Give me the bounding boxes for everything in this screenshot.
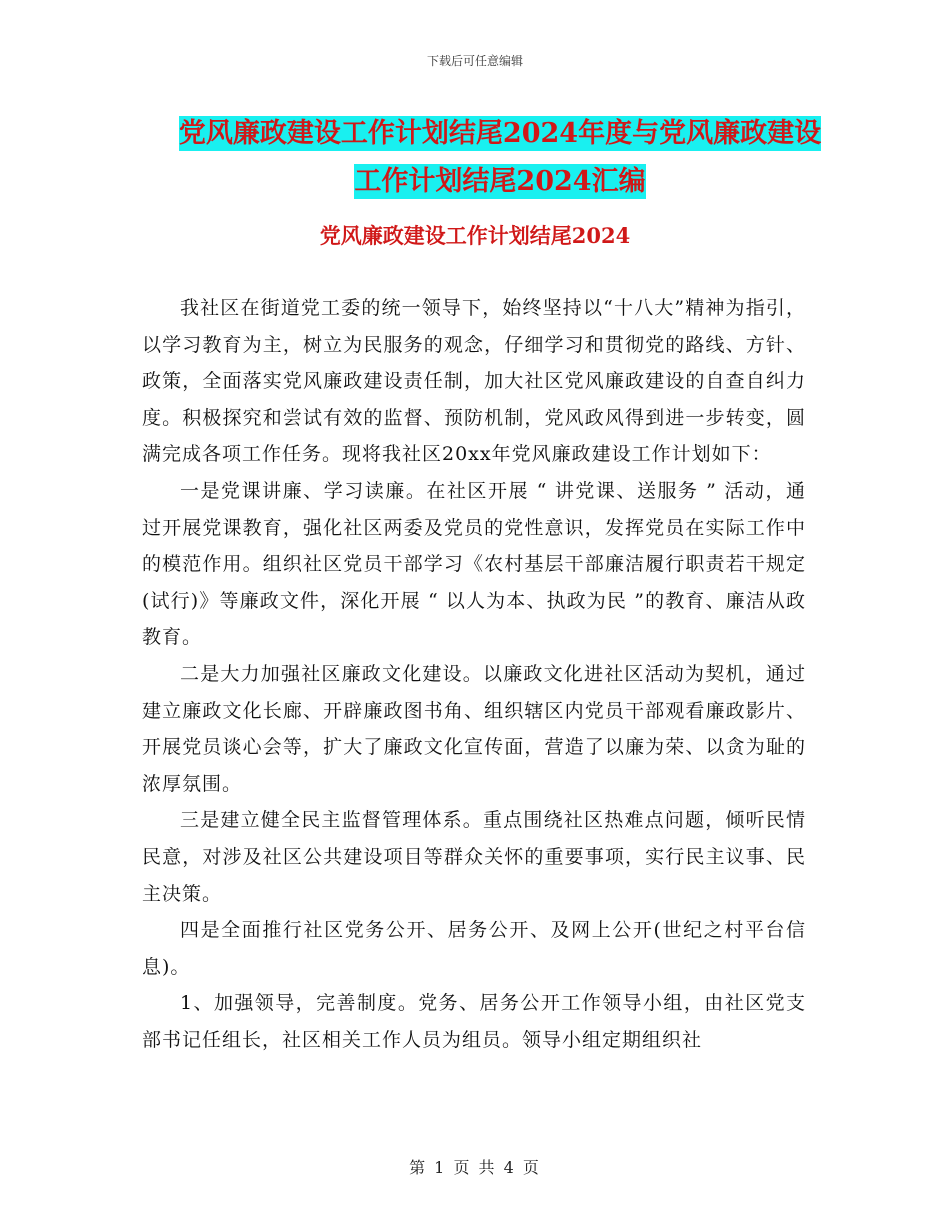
page-footer: 第 1 页 共 4 页 — [409, 1158, 541, 1177]
page-header-note: 下载后可任意编辑 — [426, 54, 523, 68]
paragraph: 1、加强领导，完善制度。党务、居务公开工作领导小组，由社区党支部书记任组长，社区相关工作人员为组员。领导小组定期组织社 — [142, 992, 806, 1051]
document-title-line-1: 党风廉政建设工作计划结尾2024年度与党风廉政建设 — [178, 118, 822, 149]
paragraph: 三是建立健全民主监督管理体系。重点围绕社区热难点问题，倾听民情民意，对涉及社区公共建设项目等群众关怀的重要事项，实行民主议事、民主决策。 — [142, 809, 806, 905]
section-title: 党风廉政建设工作计划结尾2024 — [319, 223, 631, 248]
paragraph: 一是党课讲廉、学习读廉。在社区开展 “ 讲党课、送服务 ” 活动，通过开展党课教育，强化社区两委及党员的党性意识，发挥党员在实际工作中的模范作用。组织社区党员干部学习《农村基层干部廉洁履行职责若干规定(试行)》等廉政文件，深化开展 “ 以人为本、执政为民 ”的教育、廉洁从政教育。 — [142, 479, 806, 649]
paragraph: 二是大力加强社区廉政文化建设。以廉政文化进社区活动为契机，通过建立廉政文化长廊、开辟廉政图书角、组织辖区内党员干部观看廉政影片、开展党员谈心会等，扩大了廉政文化宣传面，营造了以廉为荣、以贪为耻的浓厚氛围。 — [142, 662, 806, 795]
document-body — [142, 290, 806, 1058]
document-title-line-2: 工作计划结尾2024汇编 — [354, 166, 646, 197]
paragraph: 四是全面推行社区党务公开、居务公开、及网上公开(世纪之村平台信息)。 — [142, 919, 806, 978]
document-title — [140, 110, 860, 206]
paragraph: 我社区在街道党工委的统一领导下，始终坚持以“十八大”精神为指引，以学习教育为主，树立为民服务的观念，仔细学习和贯彻党的路线、方针、政策，全面落实党风廉政建设责任制，加大社区党风廉政建设的自查自纠力度。积极探究和尝试有效的监督、预防机制，党风政风得到进一步转变，圆满完成各项工作任务。现将我社区20xx年党风廉政建设工作计划如下： — [142, 297, 806, 466]
